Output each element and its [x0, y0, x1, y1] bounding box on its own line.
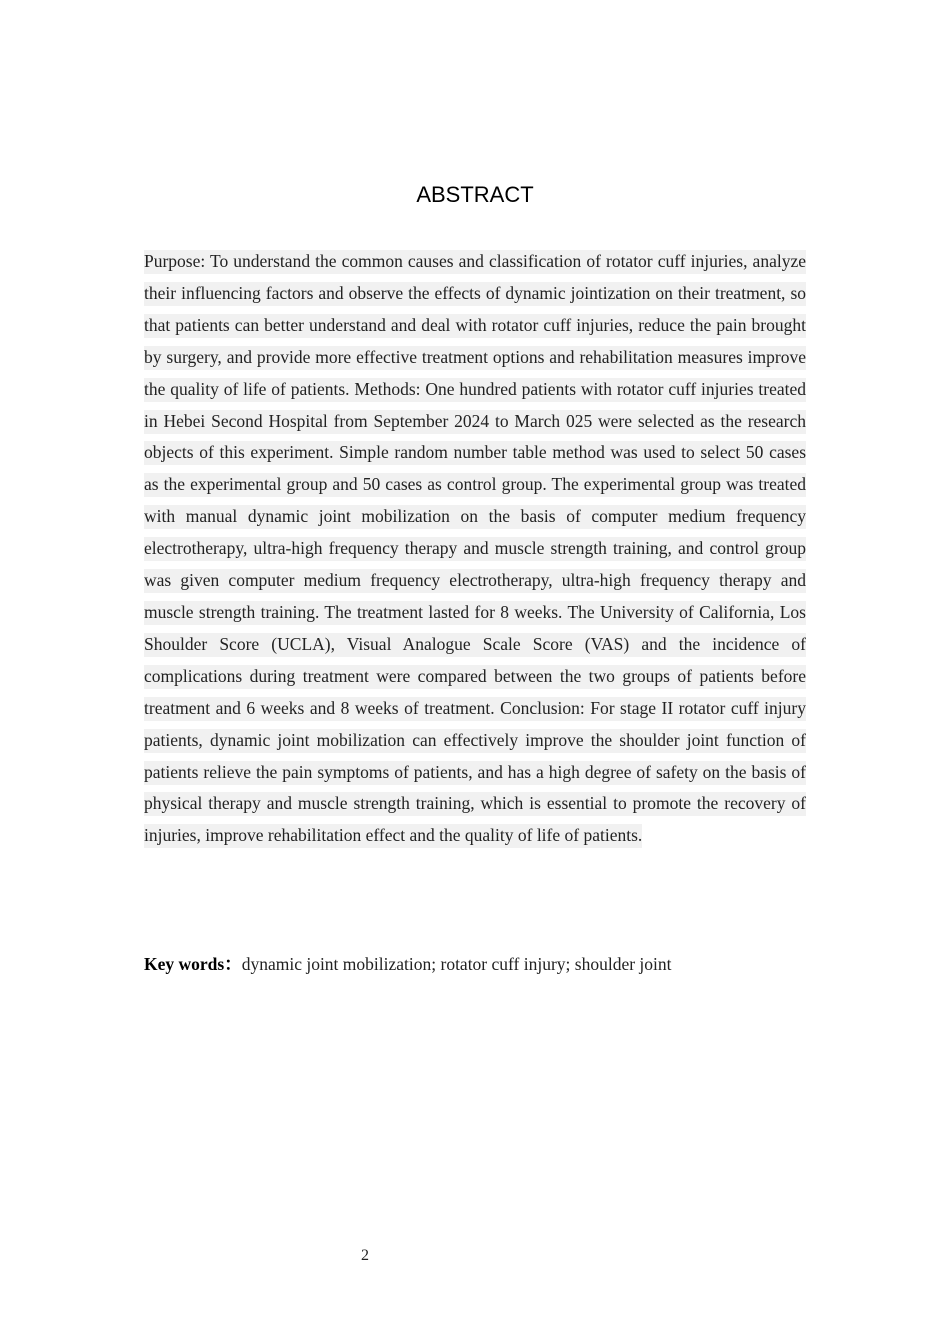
abstract-title: ABSTRACT [416, 182, 534, 207]
keywords-label: Key words： [144, 954, 242, 974]
keywords-value: dynamic joint mobilization; rotator cuff injury; shoulder joint [241, 954, 672, 974]
page-number: 2 [361, 1247, 369, 1264]
abstract-paragraph [144, 246, 806, 852]
abstract-text: Purpose: To understand the common causes and classification of rotator cuff injuries, analyze their influencing factors and observe the effects of dynamic jointization on their treatment, so that patients can better understand and deal with rotator cuff injuries, reduce the pain brought by surgery, and provide more effective treatment options and rehabilitation measures improve the quality of life of patients. Methods: One hundred patients with rotator cuff injuries treated in Hebei Second Hospital from September 2024 to March 025 were selected as the research objects of this experiment. Simple random number table method was used to select 50 cases as the experimental group and 50 cases as control group. The experimental group was treated with manual dynamic joint mobilization on the basis of computer medium frequency electrotherapy, ultra-high frequency therapy and muscle strength training, and control group was given computer medium frequency electrotherapy, ultra-high frequency therapy and muscle strength training. The treatment lasted for 8 weeks. The University of California, Los Shoulder Score (UCLA), Visual Analogue Scale Score (VAS) and the incidence of complications during treatment were compared between the two groups of patients before treatment and 6 weeks and 8 weeks of treatment. Conclusion: For stage II rotator cuff injury patients, dynamic joint mobilization can effectively improve the shoulder joint function of patients relieve the pain symptoms of patients, and has a high degree of safety on the basis of physical therapy and muscle strength training, which is essential to promote the recovery of injuries, improve rehabilitation effect and the quality of life of patients. [144, 250, 806, 848]
keywords-line [144, 949, 806, 979]
